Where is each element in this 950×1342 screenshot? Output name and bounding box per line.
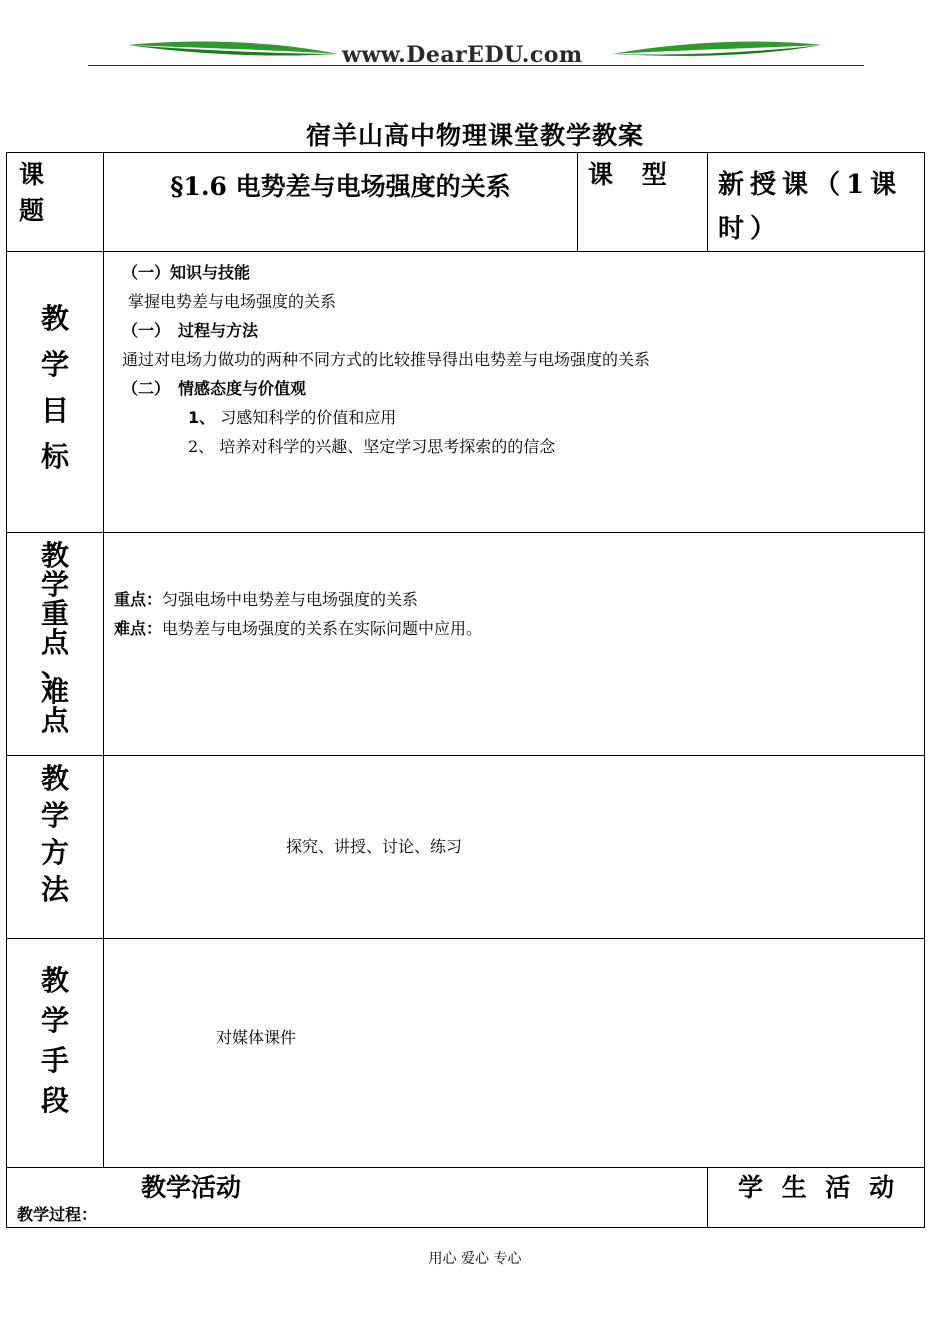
- label-char: 教: [40, 762, 69, 795]
- label-char: 手: [40, 1044, 69, 1077]
- label-char: 重: [40, 597, 69, 630]
- objective-heading-1: （一）知识与技能: [122, 263, 251, 282]
- difficult-point: [114, 614, 924, 643]
- label-char: 学: [40, 568, 69, 601]
- objective-text-2: 通过对电场力做功的两种不同方式的比较推导得出电势差与电场强度的关系: [122, 350, 651, 369]
- means-text: 对媒体课件: [216, 1028, 297, 1047]
- key-point-text: 匀强电场中电势差与电场强度的关系: [162, 590, 419, 609]
- label-char: 学: [40, 1004, 69, 1037]
- label-char: 法: [40, 873, 69, 906]
- method-label: [7, 756, 103, 908]
- objectives-label: [7, 252, 103, 480]
- method-label-cell: [7, 756, 104, 939]
- type-label: 课 型: [578, 153, 708, 252]
- method-content: [104, 756, 925, 939]
- label-char: 教: [40, 539, 69, 572]
- objective-heading-2: （一） 过程与方法: [122, 321, 259, 340]
- label-char: 教: [40, 964, 69, 997]
- student-activity-cell: [708, 1168, 925, 1228]
- means-label-cell: [7, 939, 104, 1168]
- item-number: 2、: [188, 437, 215, 456]
- item-number: 1、: [188, 408, 216, 427]
- difficult-point-text: 电势差与电场强度的关系在实际问题中应用。: [162, 619, 483, 638]
- site-logo-text: www.DearEDU.com: [342, 42, 583, 68]
- keypoints-label: [7, 533, 103, 735]
- topic-value: §1.6 电势差与电场强度的关系: [104, 153, 578, 252]
- topic-label: 课 题: [7, 153, 104, 252]
- label-char: 点: [40, 704, 69, 737]
- label-char: 教: [40, 302, 69, 335]
- document-title: 宿羊山高中物理课堂教学教案: [305, 121, 644, 150]
- objectives-label-cell: [7, 252, 104, 533]
- footer-text: 用心 爱心 专心: [428, 1251, 522, 1267]
- teaching-activity-label: 教学活动: [141, 1173, 242, 1202]
- difficult-point-label: 难点：: [114, 619, 163, 638]
- objectives-content: [104, 252, 925, 533]
- method-text: 探究、讲授、讨论、练习: [286, 837, 463, 856]
- item-text: 习感知科学的价值和应用: [220, 408, 397, 427]
- item-text: 培养对科学的兴趣、坚定学习思考探索的的信念: [219, 437, 556, 456]
- keypoints-content: [104, 533, 925, 756]
- lesson-plan-table: [6, 152, 925, 1228]
- label-char: 方: [40, 836, 69, 869]
- header-banner: [0, 36, 950, 72]
- label-char: 学: [40, 799, 69, 832]
- objective-item-2: [122, 432, 924, 461]
- type-value: 新授课（1课时）: [708, 153, 925, 252]
- means-content: [104, 939, 925, 1168]
- label-char: 段: [40, 1084, 69, 1117]
- label-char: 标: [40, 440, 69, 473]
- key-point-label: 重点：: [114, 590, 163, 609]
- label-char: 学: [40, 348, 69, 381]
- label-char: 点: [40, 626, 69, 659]
- label-char: 难: [40, 675, 69, 708]
- keypoints-label-cell: [7, 533, 104, 756]
- objective-text-1: 掌握电势差与电场强度的关系: [128, 292, 337, 311]
- header-rule: [88, 65, 864, 66]
- means-label: [7, 939, 103, 1121]
- teaching-activity-cell: [7, 1168, 708, 1228]
- student-activity-label: 学 生 活 动: [738, 1173, 900, 1202]
- label-char: 、: [40, 650, 69, 683]
- key-point: [114, 585, 924, 614]
- teaching-process-label: 教学过程：: [17, 1205, 98, 1224]
- label-char: 目: [40, 394, 69, 427]
- objective-item-1: [122, 403, 924, 432]
- objective-heading-3: （二） 情感态度与价值观: [122, 379, 307, 398]
